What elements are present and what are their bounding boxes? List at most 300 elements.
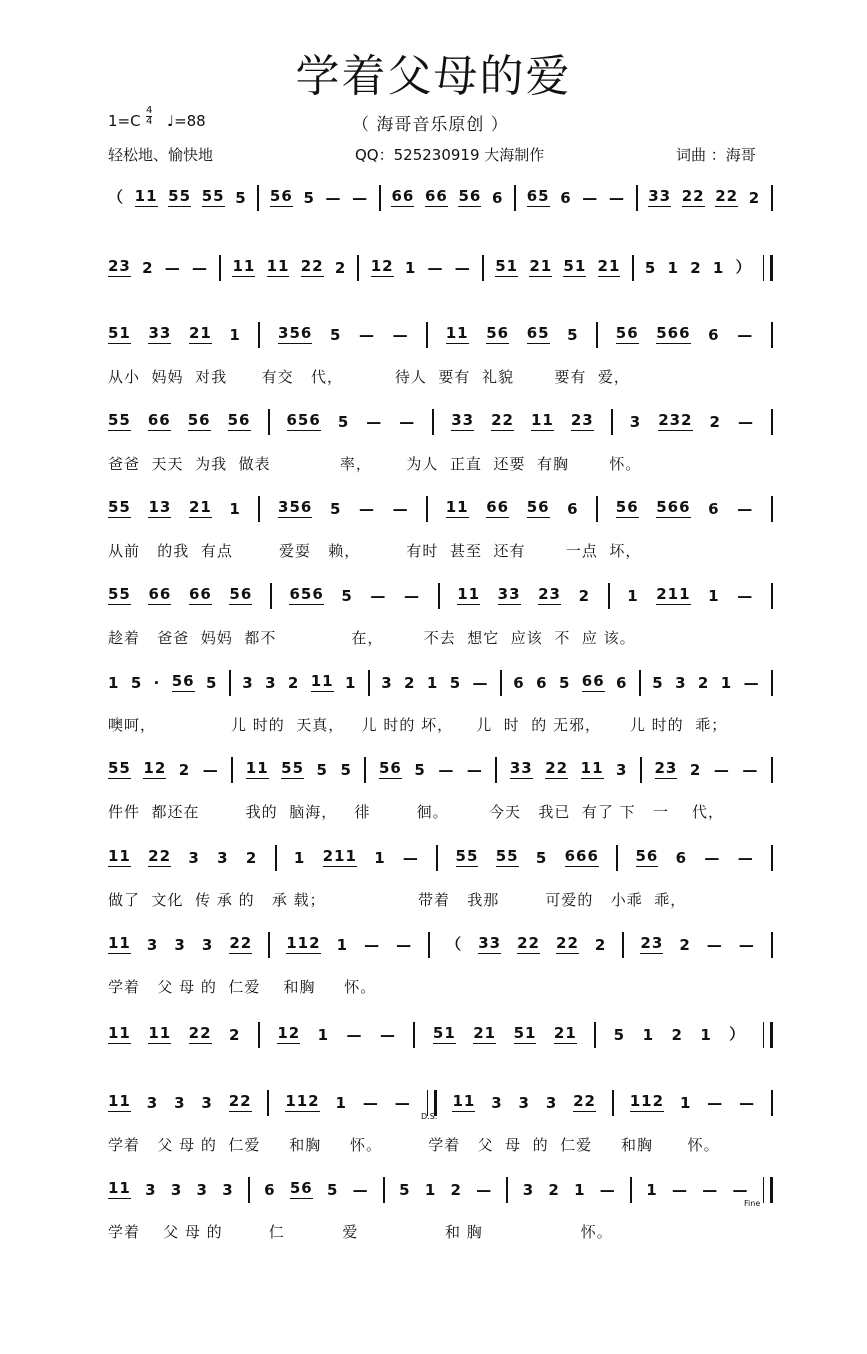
mood-marking: 轻松地、愉快地 (108, 146, 214, 164)
note-group: 33 (648, 187, 672, 205)
note-group: 22 (148, 847, 172, 865)
bar-line (383, 1177, 385, 1203)
note-group: 5 (337, 413, 350, 431)
note-group: 5 (644, 259, 657, 277)
notation-row (108, 255, 773, 277)
note-group: 656 (289, 585, 324, 603)
note-group: — (582, 189, 599, 207)
bar-line (616, 845, 618, 871)
note-group: 1 (720, 674, 733, 692)
note-group: 66 (486, 498, 510, 516)
note-group: 11 (108, 1092, 131, 1110)
note-group: 23 (654, 759, 678, 777)
note-group: 3 (196, 1181, 208, 1199)
note-group: — (394, 1094, 411, 1112)
note-group: 22 (491, 411, 514, 429)
note-group: 21 (529, 257, 553, 275)
note-group: 51 (563, 257, 587, 275)
bar-line (258, 322, 260, 348)
note-group: 55 (495, 847, 519, 865)
bar-line (248, 1177, 250, 1203)
note-group: 56 (269, 187, 293, 205)
note-group: 11 (108, 934, 131, 952)
note-group: 12 (277, 1024, 301, 1042)
note-group: 56 (526, 498, 550, 516)
note-group: 3 (217, 849, 229, 867)
bar-line (771, 757, 773, 783)
note-group: — (358, 500, 375, 518)
song-title: 学着父母的爱 (295, 51, 572, 102)
note-group: 56 (227, 411, 251, 429)
bar-line (611, 409, 613, 435)
note-group: 3 (201, 936, 214, 954)
note-group: — (396, 936, 413, 954)
notation-row (108, 932, 773, 954)
bar-line (500, 670, 502, 696)
note-group: 11 (310, 672, 334, 690)
bar-line (630, 1177, 632, 1203)
source-note: （ 海哥音乐原创 ） (352, 115, 509, 135)
bar-line (771, 496, 773, 522)
note-group: 3 (174, 1094, 186, 1112)
note-group: 11 (108, 1179, 131, 1197)
note-group: 5 (558, 674, 571, 692)
note-group: 11 (266, 257, 290, 275)
note-group: 6 (536, 674, 548, 692)
note-group: — (742, 761, 759, 779)
bar-line (771, 322, 773, 348)
note-group: — (706, 936, 723, 954)
lyric-line: 趁着 爸爸 妈妈 都不 在， 不去 想它 应该 不 应 该。 (108, 629, 636, 647)
note-group: 22 (715, 187, 739, 205)
note-group: 3 (265, 674, 277, 692)
note-group: — (737, 326, 754, 344)
note-group: — (466, 761, 483, 779)
bar-line (482, 255, 484, 281)
note-group: 55 (455, 847, 479, 865)
bar-line (771, 409, 773, 435)
bar-line (257, 185, 259, 211)
note-group: 56 (378, 759, 402, 777)
double-bar-line (763, 1022, 773, 1048)
note-group: 55 (168, 187, 192, 205)
bar-line (771, 932, 773, 958)
note-group: — (707, 1094, 724, 1112)
bar-line (596, 496, 598, 522)
note-group: 56 (458, 187, 482, 205)
notation-row (108, 185, 773, 207)
lyric-line: 学着 父 母 的 仁爱 和胸 怀。 学着 父 母 的 仁爱 和胸 怀。 (108, 1136, 720, 1154)
note-group: 6 (513, 674, 525, 692)
note-group: 232 (658, 411, 693, 429)
note-group: — (743, 674, 760, 692)
note-group: — (392, 326, 409, 344)
bar-line (275, 845, 277, 871)
lyric-line: 从前 的我 有点 爱耍 赖， 有时 甚至 还有 一点 坏， (108, 542, 642, 560)
note-group: 3 (381, 674, 393, 692)
note-group: — (192, 259, 209, 277)
lyric-line: 噢呵， 儿 时的 天真， 儿 时的 坏， 儿 时 的 无邪， 儿 时的 乖； (108, 716, 728, 734)
note-group: 2 (548, 1181, 560, 1199)
note-group: 112 (285, 1092, 320, 1110)
note-group: 6 (675, 849, 688, 867)
bar-line (231, 757, 233, 783)
note-group: 112 (286, 934, 321, 952)
note-group: 1 (108, 674, 120, 692)
bar-line (771, 670, 773, 696)
note-group: 33 (478, 934, 502, 952)
note-group: 65 (526, 324, 550, 342)
note-group: — (732, 1181, 749, 1199)
note-group: — (738, 936, 755, 954)
note-group: 1 (374, 849, 386, 867)
note-group: — (608, 189, 625, 207)
note-group: 2 (142, 259, 154, 277)
note-group: 2 (690, 259, 702, 277)
lyric-line: 件件 都还在 我的 脑海， 徘 徊。 今天 我已 有了 下 一 代， (108, 803, 725, 821)
note-group: — (399, 413, 416, 431)
bar-line (771, 185, 773, 211)
note-group: — (702, 1181, 719, 1199)
bar-line (219, 255, 221, 281)
note-group: 5 (329, 500, 342, 518)
note-group: 6 (708, 326, 720, 344)
bar-line (258, 496, 260, 522)
lyric-line: 做了 文化 传 承 的 承 载； 带着 我那 可爱的 小乖 乖， (108, 891, 687, 909)
note-group: 23 (640, 934, 664, 952)
note-group: 1 (229, 500, 241, 518)
notation-row (108, 670, 773, 692)
note-group: 3 (146, 936, 159, 954)
note-group: 21 (188, 498, 212, 516)
note-group: 23 (108, 257, 131, 275)
note-group: — (472, 674, 489, 692)
note-group: 11 (245, 759, 269, 777)
note-group: 66 (148, 585, 172, 603)
note-group: 5 (613, 1026, 626, 1044)
note-group: 6 (491, 189, 504, 207)
note-group: 5 (414, 761, 426, 779)
note-group: 22 (188, 1024, 212, 1042)
note-group: — (358, 326, 375, 344)
note-group: 2 (748, 189, 761, 207)
note-group: 13 (148, 498, 172, 516)
note-group: 2 (671, 1026, 683, 1044)
lyric-line: 爸爸 天天 为我 做表 率， 为人 正直 还要 有胸 怀。 (108, 455, 642, 473)
note-group: 5 (329, 326, 342, 344)
note-group: 21 (597, 257, 621, 275)
note-group: 3 (222, 1181, 234, 1199)
note-group: 33 (497, 585, 521, 603)
note-group: — (404, 587, 420, 605)
note-group: 51 (108, 324, 131, 342)
note-group: 5 (449, 674, 462, 692)
note-group: — (325, 189, 342, 207)
note-group: — (713, 761, 730, 779)
note-group: — (671, 1181, 688, 1199)
note-group: 11 (232, 257, 256, 275)
bar-line (632, 255, 634, 281)
bar-line (413, 1022, 415, 1048)
note-group: 6 (560, 189, 572, 207)
note-group: 11 (531, 411, 554, 429)
bar-line (436, 845, 438, 871)
note-group: 656 (286, 411, 321, 429)
note-group: 55 (108, 759, 131, 777)
note-group: 1 (336, 936, 349, 954)
bar-line (639, 670, 641, 696)
note-group: 55 (201, 187, 225, 205)
note-group: 33 (509, 759, 533, 777)
note-group: — (346, 1026, 363, 1044)
note-group: 1 (426, 674, 439, 692)
note-group: 2 (404, 674, 416, 692)
bar-line (514, 185, 516, 211)
note-group: 66 (581, 672, 605, 690)
note-group: 11 (457, 585, 481, 603)
notation-row (108, 845, 773, 867)
note-group: 55 (108, 498, 131, 516)
notation-row (108, 757, 773, 779)
note-group: 33 (148, 324, 172, 342)
note-group: 2 (334, 259, 347, 277)
note-group: 2 (578, 587, 591, 605)
time-top: 4 (146, 105, 153, 116)
credit: 词曲 ：海哥 (676, 146, 756, 164)
bar-line (640, 757, 642, 783)
note-group: 11 (108, 1024, 131, 1042)
note-group: 56 (187, 411, 211, 429)
note-group: 1 (708, 587, 720, 605)
note-group: 3 (518, 1094, 530, 1112)
note-group: 211 (656, 585, 691, 603)
note-group: 1 (229, 326, 241, 344)
notation-row (108, 583, 773, 605)
bar-line (622, 932, 624, 958)
note-group: 11 (580, 759, 604, 777)
note-group: 566 (656, 324, 691, 342)
lyric-line: 学着 父 母 的 仁爱 和胸 怀。 (108, 978, 377, 996)
note-group: 6 (616, 674, 628, 692)
note-group: 51 (495, 257, 519, 275)
bar-line (379, 185, 381, 211)
note-group: 6 (567, 500, 579, 518)
bar-line (267, 1090, 269, 1116)
notation-row (108, 1022, 773, 1044)
note-group: 3 (174, 936, 186, 954)
bar-line (506, 1177, 508, 1203)
note-group: 23 (570, 411, 594, 429)
note-group: ） (729, 1025, 746, 1043)
key-signature: 1=C (108, 112, 141, 130)
note-group: 66 (391, 187, 415, 205)
note-group: 22 (545, 759, 569, 777)
note-group: 1 (712, 259, 725, 277)
note-group: · (153, 674, 161, 692)
note-group: 3 (201, 1094, 213, 1112)
note-group: — (599, 1181, 616, 1199)
bar-line (594, 1022, 596, 1048)
note-group: — (402, 849, 419, 867)
bar-line (771, 1090, 773, 1116)
note-group: — (370, 587, 387, 605)
note-group: 56 (289, 1179, 313, 1197)
note-group: 3 (616, 761, 628, 779)
note-group: 66 (424, 187, 448, 205)
note-group: 66 (147, 411, 171, 429)
notation-row (108, 1090, 773, 1112)
note-group: 11 (445, 324, 469, 342)
notation-row (108, 409, 773, 431)
note-group: — (737, 849, 754, 867)
time-bottom: 4 (146, 116, 153, 127)
note-group: 6 (708, 500, 720, 518)
double-bar-line (763, 1177, 773, 1203)
bar-line (426, 496, 428, 522)
note-group: — (362, 1094, 379, 1112)
note-group: 5 (235, 189, 247, 207)
note-group: 3 (242, 674, 254, 692)
note-group: 2 (689, 761, 702, 779)
note-group: 1 (335, 1094, 347, 1112)
note-group: 566 (656, 498, 691, 516)
note-group: 356 (278, 498, 313, 516)
note-group: 2 (679, 936, 691, 954)
note-group: — (352, 189, 369, 207)
note-group: 11 (445, 498, 469, 516)
note-group: 5 (130, 674, 143, 692)
note-group: 21 (553, 1024, 577, 1042)
note-group: 3 (545, 1094, 558, 1112)
note-group: 356 (278, 324, 313, 342)
note-group: 1 (574, 1181, 586, 1199)
lyric-line: 从小 妈妈 对我 有交 代， 待人 要有 礼貌 要有 爱， (108, 368, 630, 386)
note-group: 56 (615, 498, 639, 516)
note-group: 3 (675, 674, 687, 692)
note-group: 5 (340, 761, 352, 779)
bar-line (258, 1022, 260, 1048)
note-group: （ (446, 935, 463, 953)
note-group: — (352, 1181, 369, 1199)
bar-line (428, 932, 430, 958)
note-group: 1 (679, 1094, 692, 1112)
bar-line (612, 1090, 614, 1116)
note-group: 22 (681, 187, 705, 205)
bar-line (636, 185, 638, 211)
bar-line (495, 757, 497, 783)
note-group: 22 (573, 1092, 596, 1110)
tempo: ♩=88 (167, 112, 206, 130)
note-group: 3 (170, 1181, 183, 1199)
note-group: ） (735, 258, 752, 276)
note-group: 112 (629, 1092, 665, 1110)
note-group: 12 (143, 759, 167, 777)
note-group: 2 (697, 674, 710, 692)
bar-line (229, 670, 231, 696)
note-group: 3 (522, 1181, 535, 1199)
note-group: — (427, 259, 444, 277)
note-group: 2 (178, 761, 191, 779)
note-group: — (454, 259, 471, 277)
note-group: 22 (556, 934, 579, 952)
note-group: 3 (188, 849, 200, 867)
note-group: 1 (424, 1181, 437, 1199)
note-group: 56 (615, 324, 639, 342)
note-group: 5 (652, 674, 664, 692)
note-group: 1 (667, 259, 679, 277)
note-group: 3 (146, 1094, 159, 1112)
note-group: — (737, 500, 754, 518)
fine-mark: Fine (744, 1199, 761, 1208)
note-group: 2 (594, 936, 607, 954)
note-group: 11 (108, 847, 131, 865)
bar-line (771, 583, 773, 609)
note-group: 3 (145, 1181, 157, 1199)
note-group: 11 (452, 1092, 476, 1110)
note-group: — (438, 761, 455, 779)
time-signature (146, 106, 152, 127)
note-group: 5 (206, 674, 218, 692)
note-group: 56 (486, 324, 510, 342)
note-group: 2 (287, 674, 300, 692)
note-group: 23 (538, 585, 561, 603)
note-group: 11 (148, 1024, 172, 1042)
note-group: 1 (642, 1026, 654, 1044)
note-group: 2 (228, 1026, 241, 1044)
note-group: 5 (399, 1181, 411, 1199)
note-group: 2 (450, 1181, 462, 1199)
note-group: — (366, 413, 383, 431)
note-group: 51 (432, 1024, 456, 1042)
bar-line (357, 255, 359, 281)
note-group: 3 (629, 413, 642, 431)
note-group: 11 (134, 187, 158, 205)
note-group: 21 (188, 324, 212, 342)
note-group: — (364, 936, 381, 954)
note-group: （ (108, 188, 125, 206)
bar-line (432, 409, 434, 435)
note-group: 666 (564, 847, 599, 865)
note-group: 5 (303, 189, 315, 207)
bar-line (596, 322, 598, 348)
note-group: 22 (229, 934, 253, 952)
note-group: 1 (317, 1026, 330, 1044)
note-group: — (704, 849, 721, 867)
note-group: 5 (535, 849, 548, 867)
note-group: 5 (326, 1181, 339, 1199)
segno-mark: D.S. (421, 1112, 438, 1121)
note-group: 55 (108, 411, 131, 429)
notation-row (108, 1177, 773, 1199)
note-group: — (392, 500, 409, 518)
note-group: 66 (188, 585, 212, 603)
note-group: — (164, 259, 181, 277)
note-group: 65 (526, 187, 550, 205)
note-group: — (737, 587, 754, 605)
bar-line (608, 583, 610, 609)
note-group: 3 (491, 1094, 503, 1112)
note-group: — (202, 761, 219, 779)
bar-line (426, 322, 428, 348)
note-group: 56 (635, 847, 659, 865)
bar-line (270, 583, 272, 609)
note-group: 56 (171, 672, 195, 690)
note-group: 1 (293, 849, 306, 867)
note-group: 5 (341, 587, 353, 605)
note-group: — (737, 413, 754, 431)
note-group: 1 (646, 1181, 658, 1199)
note-group: 22 (228, 1092, 252, 1110)
